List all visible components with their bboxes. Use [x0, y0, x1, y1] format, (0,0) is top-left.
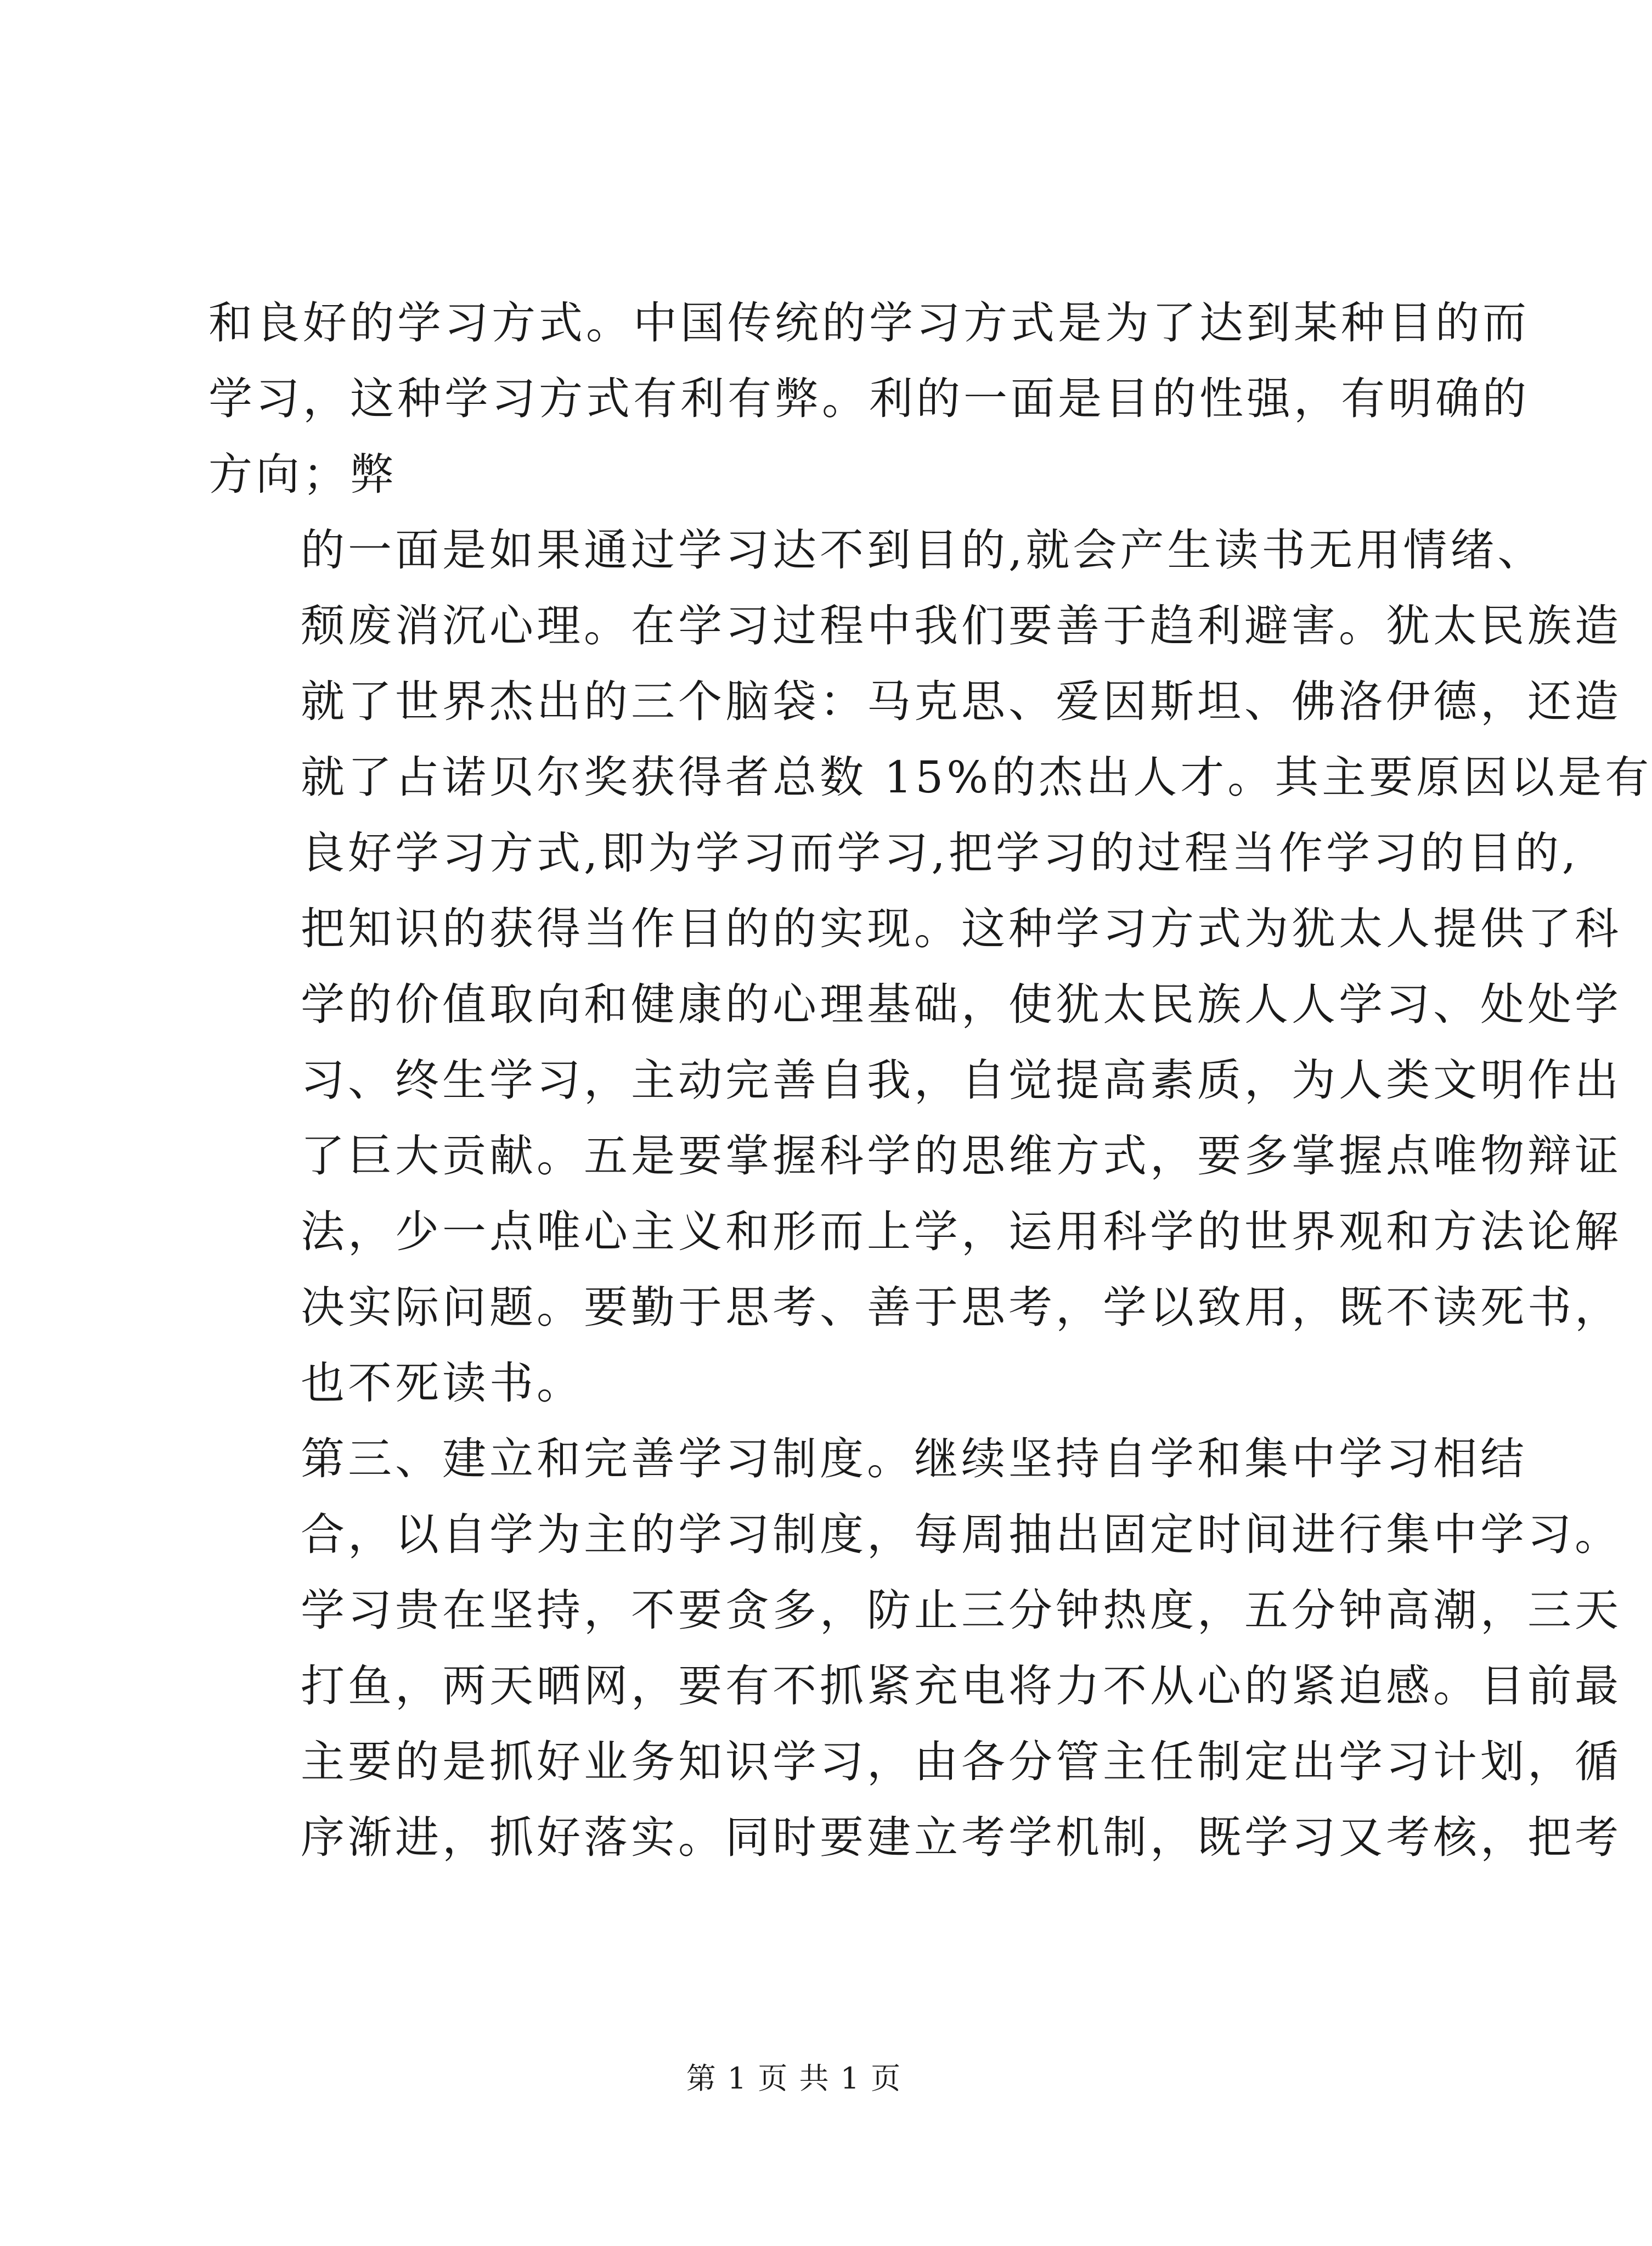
- text-line: 的一面是如果通过学习达不到目的,就会产生读书无用情绪、: [301, 525, 1545, 576]
- text-line: 学习贵在坚持，不要贪多，防止三分钟热度，五分钟高潮，三天: [301, 1585, 1622, 1636]
- text-line: 打鱼，两天晒网，要有不抓紧充电将力不从心的紧迫感。目前最: [301, 1660, 1622, 1712]
- text-line: 序渐进，抓好落实。同时要建立考学机制，既学习又考核，把考: [301, 1812, 1622, 1863]
- paragraph: [208, 1421, 1622, 1876]
- text-line: 方向；弊: [208, 449, 397, 500]
- paragraph: [208, 285, 1530, 513]
- text-line: 合，以自学为主的学习制度，每周抽出固定时间进行集中学习。: [301, 1509, 1622, 1560]
- page-footer: 第 1 页 共 1 页: [686, 2061, 902, 2096]
- document-body: [208, 285, 1652, 1876]
- text-line: 主要的是抓好业务知识学习，由各分管主任制定出学习计划，循: [301, 1736, 1622, 1787]
- text-line: 学习，这种学习方式有利有弊。利的一面是目的性强，有明确的: [208, 373, 1530, 424]
- text-line: 和良好的学习方式。中国传统的学习方式是为了达到某种目的而: [208, 297, 1530, 348]
- text-line: 也不死读书。: [301, 1358, 584, 1409]
- text-line: 学的价值取向和健康的心理基础，使犹太民族人人学习、处处学: [301, 979, 1622, 1030]
- text-line: 就了占诺贝尔奖获得者总数 15%的杰出人才。其主要原因以是有: [301, 752, 1652, 803]
- text-line: 把知识的获得当作目的的实现。这种学习方式为犹太人提供了科: [301, 903, 1622, 954]
- text-line: 第三、建立和完善学习制度。继续坚持自学和集中学习相结: [301, 1433, 1527, 1484]
- text-line: 了巨大贡献。五是要掌握科学的思维方式，要多掌握点唯物辩证: [301, 1130, 1622, 1181]
- text-line: 颓废消沉心理。在学习过程中我们要善于趋利避害。犹太民族造: [301, 600, 1622, 651]
- text-line: 就了世界杰出的三个脑袋：马克思、爱因斯坦、佛洛伊德，还造: [301, 676, 1622, 727]
- text-line: 决实际问题。要勤于思考、善于思考，学以致用，既不读死书，: [301, 1282, 1622, 1333]
- paragraph: [208, 513, 1652, 1421]
- text-line: 良好学习方式,即为学习而学习,把学习的过程当作学习的目的,: [301, 828, 1580, 879]
- text-line: 习、终生学习，主动完善自我，自觉提高素质，为人类文明作出: [301, 1055, 1622, 1106]
- text-line: 法，少一点唯心主义和形而上学，运用科学的世界观和方法论解: [301, 1206, 1622, 1257]
